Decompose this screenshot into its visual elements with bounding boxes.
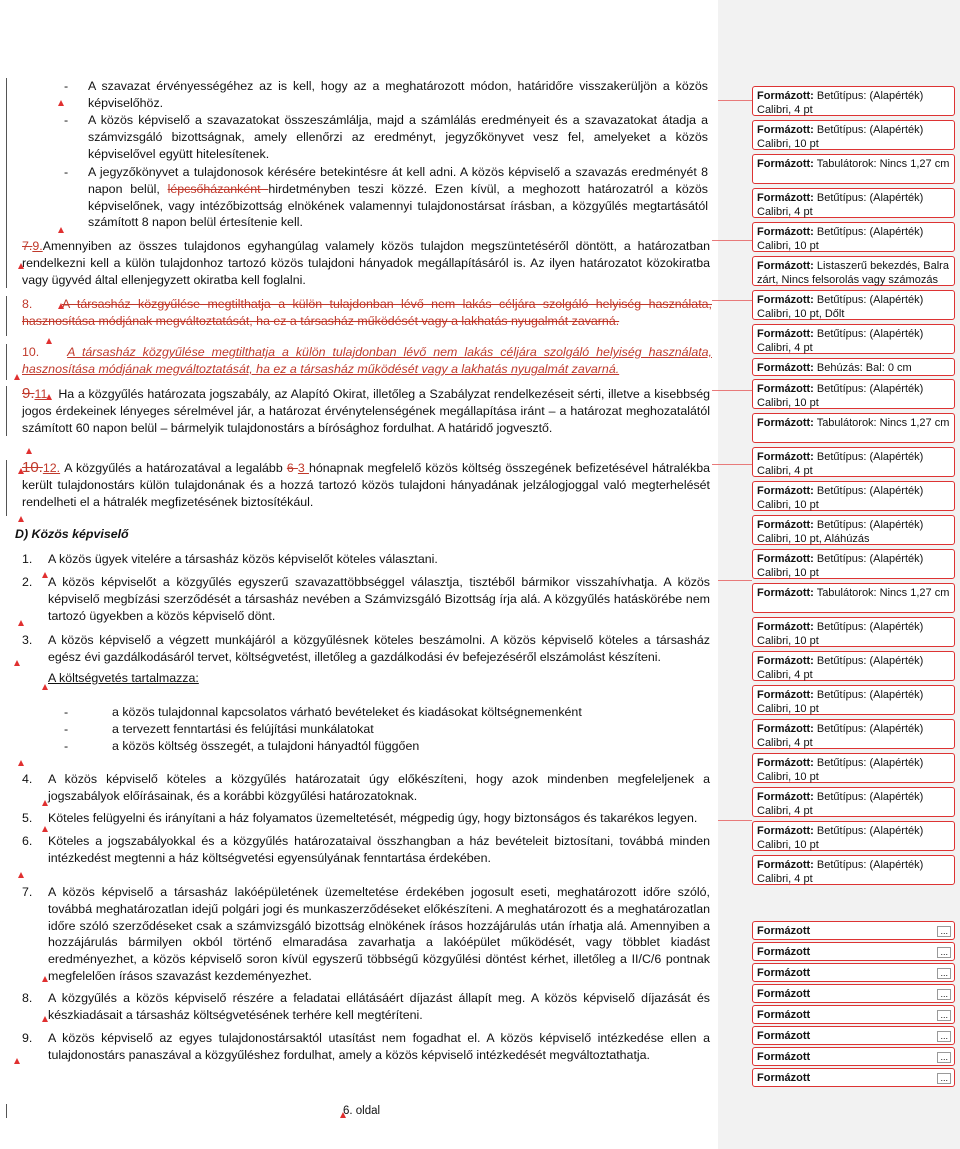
comment-margin	[718, 0, 960, 1149]
collapsed-comment[interactable]: Formázott ...	[752, 963, 955, 982]
list-item: A közös képviselő az egyes tulajdonostársaktól utasítást nem fogadhat el. A közös képviselő intézkedése ellen a tulajdonostárs panaszával a közgyűléshez fordulhat, amely a közös képviselő intézkedését megváltoztathatja.	[48, 1031, 710, 1062]
deleted-number: 9.	[22, 385, 35, 402]
item-number: 4.	[22, 772, 33, 786]
format-comment[interactable]: Formázott: Betűtípus: (Alapérték) Calibri, 4 pt	[752, 651, 955, 681]
change-bar	[6, 344, 7, 380]
inserted-paragraph: 10. A társasház közgyűlése megtilthatja a külön tulajdonban lévő nem lakás céljára szolgáló helyiség használata, hasznosítása módjának megváltoztatását, ha ez a társasház működését vagy a lakhatás nyugalmát zavarná.	[22, 345, 712, 376]
bullet-paragraph: A közös képviselő a szavazatokat összeszámlálja, majd a számlálás eredményeit és a szavazatokat átadja a számvizsgáló bizottságnak, amely ellenőrzi az eredményt, jegyzőkönyvet vesz fel, amelyeket a közös képviselővel együtt hitelesítenek.	[88, 113, 708, 161]
format-comment[interactable]: Formázott: Betűtípus: (Alapérték) Calibri, 10 pt	[752, 617, 955, 647]
format-comment[interactable]: Formázott: Tabulátorok: Nincs 1,27 cm	[752, 413, 955, 443]
expand-button[interactable]: ...	[937, 947, 951, 958]
comment-connector	[718, 390, 752, 391]
format-comment[interactable]: Formázott: Tabulátorok: Nincs 1,27 cm	[752, 583, 955, 613]
revision-anchor-icon	[18, 468, 24, 474]
list-item: A közös képviselőt a közgyűlés egyszerű szavazattöbbséggel választja, tisztéből bármikor visszahívhatja. A közös képviselő megbízási szerződését a társasház nevében a Számvizsgáló Bizottság írja alá. A közgyűlés hatáskörébe nem tartozó ügyekben a közös képviselő dönt.	[48, 575, 710, 623]
collapsed-comment[interactable]: Formázott ...	[752, 1005, 955, 1024]
comment-connector	[718, 240, 752, 241]
item-number: 9.	[22, 1031, 33, 1045]
bullet-dash: -	[64, 79, 69, 93]
change-bar	[6, 1104, 7, 1118]
collapsed-comment[interactable]: Formázott ...	[752, 1026, 955, 1045]
bullet-dash: -	[64, 722, 69, 736]
expand-button[interactable]: ...	[937, 1010, 951, 1021]
revision-anchor-icon	[42, 572, 48, 578]
format-comment[interactable]: Formázott: Betűtípus: (Alapérték) Calibri, 4 pt	[752, 855, 955, 885]
expand-button[interactable]: ...	[937, 989, 951, 1000]
bullet-paragraph: A jegyzőkönyvet a tulajdonosok kérésére betekintésre át kell adni. A közös képviselő a szavazás eredményét 8 napon belül, lépcsőházanként hirdetményben teszi közzé. Ezen kívül, a meghozott határozatról a közös képviselőnek, vagy intézőbizottság elnökének valamennyi tulajdonostársat írásban, a közgyűlés megtartásától számított 8 napon belül értesítenie kell.	[88, 165, 708, 230]
change-bar	[6, 460, 7, 516]
collapsed-comment[interactable]: Formázott ...	[752, 1068, 955, 1087]
bullet-dash: -	[64, 113, 69, 127]
section-heading: D) Közös képviselő	[15, 527, 129, 541]
revision-anchor-icon	[42, 976, 48, 982]
collapsed-comment[interactable]: Formázott ...	[752, 984, 955, 1003]
format-comment[interactable]: Formázott: Betűtípus: (Alapérték) Calibri, 4 pt	[752, 719, 955, 749]
format-comment[interactable]: Formázott: Betűtípus: (Alapérték) Calibri, 10 pt	[752, 549, 955, 579]
list-item: A közgyűlés a közös képviselő részére a feladatai ellátásáért díjazást állapít meg. A közös képviselő díjazását és készkiadásait a társasház költségvetésének terhére kell megtéríteni.	[48, 991, 710, 1022]
revision-anchor-icon	[58, 100, 64, 106]
revision-anchor-icon	[42, 1016, 48, 1022]
expand-button[interactable]: ...	[937, 1031, 951, 1042]
expand-button[interactable]: ...	[937, 1073, 951, 1084]
budget-item: a közös költség összegét, a tulajdoni hányadtól függően	[112, 739, 420, 753]
inserted-number: 11.	[34, 387, 51, 401]
format-comment[interactable]: Formázott: Betűtípus: (Alapérték) Calibri, 10 pt	[752, 753, 955, 783]
page-number: 6. oldal	[343, 1105, 381, 1117]
item-number: 3.	[22, 633, 33, 647]
format-comment[interactable]: Formázott: Betűtípus: (Alapérték) Calibri, 4 pt	[752, 447, 955, 477]
expand-button[interactable]: ...	[937, 1052, 951, 1063]
format-comment[interactable]: Formázott: Betűtípus: (Alapérték) Calibri, 10 pt	[752, 685, 955, 715]
comment-connector	[718, 100, 752, 101]
inserted-value: 3	[297, 461, 309, 475]
comment-connector	[718, 580, 752, 581]
item-number: 6.	[22, 834, 33, 848]
comment-connector	[718, 820, 752, 821]
format-comment[interactable]: Formázott: Betűtípus: (Alapérték) Calibri, 10 pt	[752, 222, 955, 252]
bullet-dash: -	[64, 165, 69, 179]
collapsed-comment[interactable]: Formázott ...	[752, 1047, 955, 1066]
collapsed-comment[interactable]: Formázott ...	[752, 921, 955, 940]
revision-anchor-icon	[14, 1058, 20, 1064]
format-comment[interactable]: Formázott: Betűtípus: (Alapérték) Calibri, 10 pt	[752, 120, 955, 150]
list-item: A közös képviselő köteles a közgyűlés határozatait úgy előkészíteni, hogy azok mindenben megfeleljenek a jogszabályok előírásainak, és a korábbi közgyűlési határozatoknak.	[48, 772, 710, 803]
deleted-value: 6	[286, 461, 298, 475]
revision-anchor-icon	[58, 303, 64, 309]
numbered-paragraph: 9.11. Ha a közgyűlés határozata jogszabály, az Alapító Okirat, illetőleg a Szabályzat rendelkezéseit sérti, illetve a kisebbség jogos érdekeinek lényeges sérelmével jár, a határozat érvénytelenségének megállapítása iránt – a határozat meghozatalától számított 60 napon belül – bármelyik tulajdonostárs a bírósághoz fordulhat. A határidő jogvesztő.	[22, 385, 710, 435]
format-comment[interactable]: Formázott: Betűtípus: (Alapérték) Calibri, 10 pt	[752, 821, 955, 851]
numbered-paragraph: 7.9.Amennyiben az összes tulajdonos egyhangúlag valamely közös tulajdon megszüntetéséről döntött, a határozatban rendelkezni kell a külön tulajdonhoz tartozó közös tulajdoni hányadok megállapításáról is. Az ilyen határozatot közokiratba vagy ügyvéd által ellenjegyzett okiratba kell foglalni.	[22, 239, 710, 287]
numbered-paragraph: 10.12. A közgyűlés a határozatával a legalább 6 3 hónapnak megfelelő közös költség összegének befizetésével hátralékba került tulajdonostárs külön tulajdonának és a hozzá tartozó közös tulajdoni hányadának jelzálogjoggal való megterhelését rendelheti el a hátralék megfizetésének biztosítékául.	[22, 459, 710, 509]
revision-anchor-icon	[58, 227, 64, 233]
revision-anchor-icon	[26, 448, 32, 454]
format-comment[interactable]: Formázott: Betűtípus: (Alapérték) Calibri, 10 pt	[752, 379, 955, 409]
budget-heading: A költségvetés tartalmazza:	[48, 671, 199, 685]
comment-connector	[718, 300, 752, 301]
item-number: 7.	[22, 885, 33, 899]
comment-connector	[718, 464, 752, 465]
expand-button[interactable]: ...	[937, 968, 951, 979]
format-comment[interactable]: Formázott: Betűtípus: (Alapérték) Calibri, 10 pt, Aláhúzás	[752, 515, 955, 545]
revision-anchor-icon	[46, 394, 52, 400]
revision-anchor-icon	[18, 516, 24, 522]
deleted-number: 10.	[22, 459, 43, 476]
format-comment[interactable]: Formázott: Betűtípus: (Alapérték) Calibri, 4 pt	[752, 324, 955, 354]
revision-anchor-icon	[18, 263, 24, 269]
format-comment[interactable]: Formázott: Behúzás: Bal: 0 cm	[752, 358, 955, 376]
format-comment[interactable]: Formázott: Betűtípus: (Alapérték) Calibri, 10 pt	[752, 481, 955, 511]
bullet-dash: -	[64, 739, 69, 753]
revision-anchor-icon	[18, 760, 24, 766]
item-number: 1.	[22, 552, 33, 566]
change-bar	[6, 386, 7, 436]
revision-anchor-icon	[46, 338, 52, 344]
list-item: A közös ügyek vitelére a társasház közös képviselőt köteles választani.	[48, 552, 438, 566]
change-bar	[6, 296, 7, 336]
format-comment[interactable]: Formázott: Betűtípus: (Alapérték) Calibri, 4 pt	[752, 787, 955, 817]
format-comment[interactable]: Formázott: Betűtípus: (Alapérték) Calibri, 10 pt, Dőlt	[752, 290, 955, 320]
deleted-paragraph: 8. A társasház közgyűlése megtilthatja a külön tulajdonban lévő nem lakás céljára szolgáló helyiség használata, hasznosítása módjának megváltoztatását, ha ez a társasház működését vagy a lakhatás nyugalmát zavarná.	[22, 297, 712, 328]
deleted-text: lépcsőházanként	[167, 181, 269, 196]
expand-button[interactable]: ...	[937, 926, 951, 937]
revision-anchor-icon	[42, 800, 48, 806]
bullet-dash: -	[64, 705, 69, 719]
list-item: A közös képviselő a végzett munkájáról a közgyűlésnek köteles beszámolni. A közös képviselő köteles a társasház egész évi gazdálkodásáról tervet, költségvetést, illetőleg a gazdálkodási év befejezéséről elszámolást készíteni.	[48, 633, 710, 664]
revision-anchor-icon	[340, 1112, 346, 1118]
revision-anchor-icon	[42, 684, 48, 690]
item-number: 2.	[22, 575, 33, 589]
format-comment[interactable]: Formázott: Tabulátorok: Nincs 1,27 cm	[752, 154, 955, 184]
format-comment[interactable]: Formázott: Listaszerű bekezdés, Balra zárt, Nincs felsorolás vagy számozás	[752, 256, 955, 286]
format-comment[interactable]: Formázott: Betűtípus: (Alapérték) Calibri, 4 pt	[752, 188, 955, 218]
budget-item: a közös tulajdonnal kapcsolatos várható bevételeket és kiadásokat költségnemenként	[112, 705, 582, 719]
inserted-number: 12.	[42, 461, 61, 475]
format-comment[interactable]: Formázott: Betűtípus: (Alapérték) Calibri, 4 pt	[752, 86, 955, 116]
change-bar	[6, 78, 7, 288]
revision-anchor-icon	[18, 620, 24, 626]
list-item: Köteles felügyelni és irányítani a ház folyamatos üzemeltetését, mégpedig úgy, hogy biztonságos és takarékos legyen.	[48, 811, 698, 825]
revision-anchor-icon	[14, 660, 20, 666]
deleted-number: 7.	[22, 239, 33, 253]
item-number: 5.	[22, 811, 33, 825]
revision-anchor-icon	[18, 872, 24, 878]
budget-item: a tervezett fenntartási és felújítási munkálatokat	[112, 722, 374, 736]
collapsed-comment[interactable]: Formázott ...	[752, 942, 955, 961]
item-number: 8.	[22, 991, 33, 1005]
revision-anchor-icon	[42, 826, 48, 832]
inserted-number: 9.	[32, 239, 43, 253]
list-item: Köteles a jogszabályokkal és a közgyűlés határozataival összhangban a ház bevételeit biztosítani, továbbá minden intézkedést megtenni a ház költségvetési egyensúlyának fenntartása érdekében.	[48, 834, 710, 865]
revision-anchor-icon	[14, 374, 20, 380]
list-item: A közös képviselő a társasház lakóépületének üzemeltetése érdekében jogosult eseti, meghatározott időre szóló, továbbá meghatározatlan idejű polgári jogi és munkaszerződéseket előkészíteni. A meghatározott és a meghatározatlan időre szóló szerződéseket csak a számvizsgáló bizottság elnökének írásos hozzájárulás után írhatja alá. Amennyiben a hozzájárulás bármilyen okból történő elmaradása zavarhatja a lakóépület működését, vagy többlet kiadást eredményezhet, a közös képviselő soron kívül egyszerű többségű közgyűlési döntést kérhet, illetőleg a II/C/6 pontnak megfelelően írásos szavazást kezdeményezhet.	[48, 885, 710, 983]
bullet-paragraph: A szavazat érvényességéhez az is kell, hogy az a meghatározott módon, határidőre visszakerüljön a közös képviselőhöz.	[88, 79, 708, 110]
